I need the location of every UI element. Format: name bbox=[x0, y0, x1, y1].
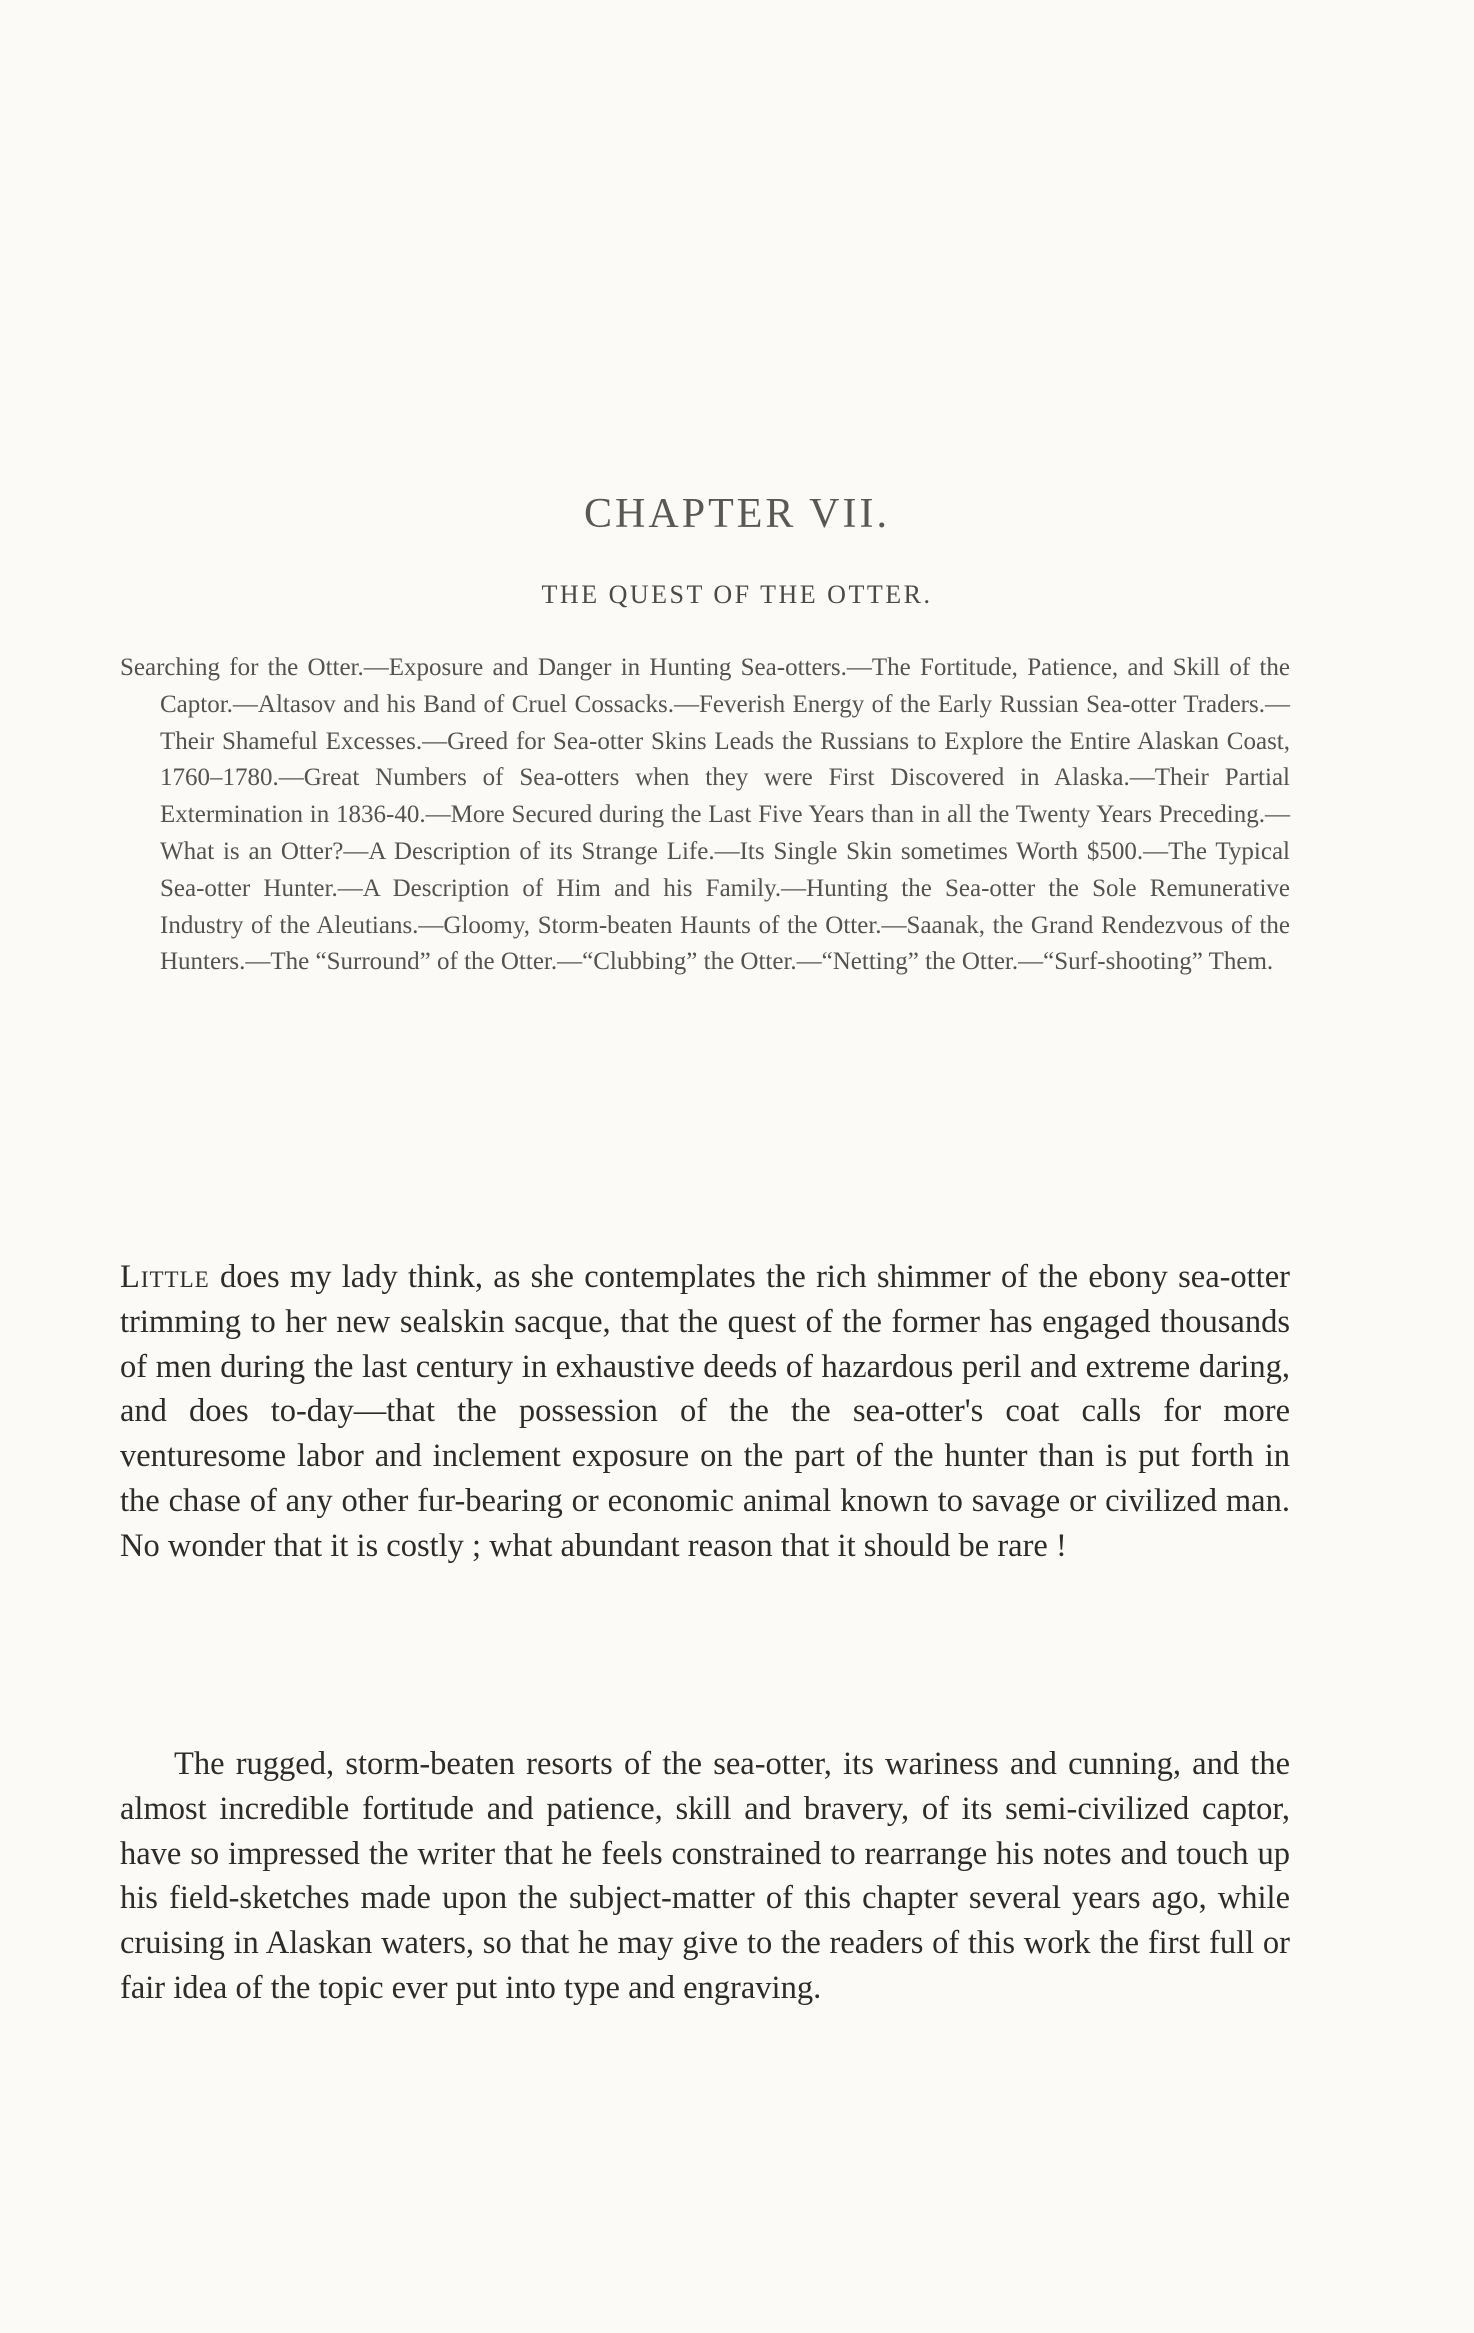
body-paragraph-2: The rugged, storm-beaten resorts of the sea-otter, its wariness and cunning, and the almost incredible fortitude and patience, skill and bravery, of its semi-civilized captor, have so impressed the writer that he feels constrained to rearrange his notes and touch up his field-sketches made upon the subject-matter of this chapter several years ago, while cruising in Alaskan waters, so that he may give to the readers of this work the first full or fair idea of the topic ever put into type and engraving. bbox=[120, 1746, 1290, 2006]
chapter-synopsis: Searching for the Otter.—Exposure and Danger in Hunting Sea-otters.—The Fortitude, Patience, and Skill of the Captor.—Altasov and his Band of Cruel Cossacks.—Feverish Energy of the Early Russian Sea-otter Traders.—Their Shameful Excesses.—Greed for Sea-otter Skins Leads the Russians to Explore the Entire Alaskan Coast, 1760–1780.—Great Numbers of Sea-otters when they were First Discovered in Alaska.—Their Partial Extermination in 1836-40.—More Secured during the Last Five Years than in all the Twenty Years Preceding.—What is an Otter?—A Description of its Strange Life.—Its Single Skin sometimes Worth $500.—The Typical Sea-otter Hunter.—A Description of Him and his Family.—Hunting the Sea-otter the Sole Remunerative Industry of the Aleutians.—Gloomy, Storm-beaten Haunts of the Otter.—Saanak, the Grand Rendezvous of the Hunters.—The “Surround” of the Otter.—“Clubbing” the Otter.—“Netting” the Otter.—“Surf-shooting” Them. bbox=[120, 654, 1290, 976]
paragraph-text: does my lady think, as she contemplates the rich shimmer of the ebony sea-otter trimming to her new sealskin sacque, that the quest of the former has engaged thousands of men during the last century in exhaustive deeds of hazardous peril and extreme daring, and does to-day—that the possession of the the sea-otter's coat calls for more venturesome labor and inclement exposure on the part of the hunter than is put forth in the chase of any other fur-bearing or economic animal known to savage or civilized man. No wonder that it is costly ; what abundant reason that it should be rare ! bbox=[120, 1259, 1290, 1564]
body-paragraph-1 bbox=[120, 1255, 1290, 1569]
chapter-title: THE QUEST OF THE OTTER. bbox=[541, 580, 933, 609]
chapter-heading: CHAPTER VII. bbox=[584, 491, 890, 537]
paragraph-lead-word: Little bbox=[120, 1259, 210, 1295]
